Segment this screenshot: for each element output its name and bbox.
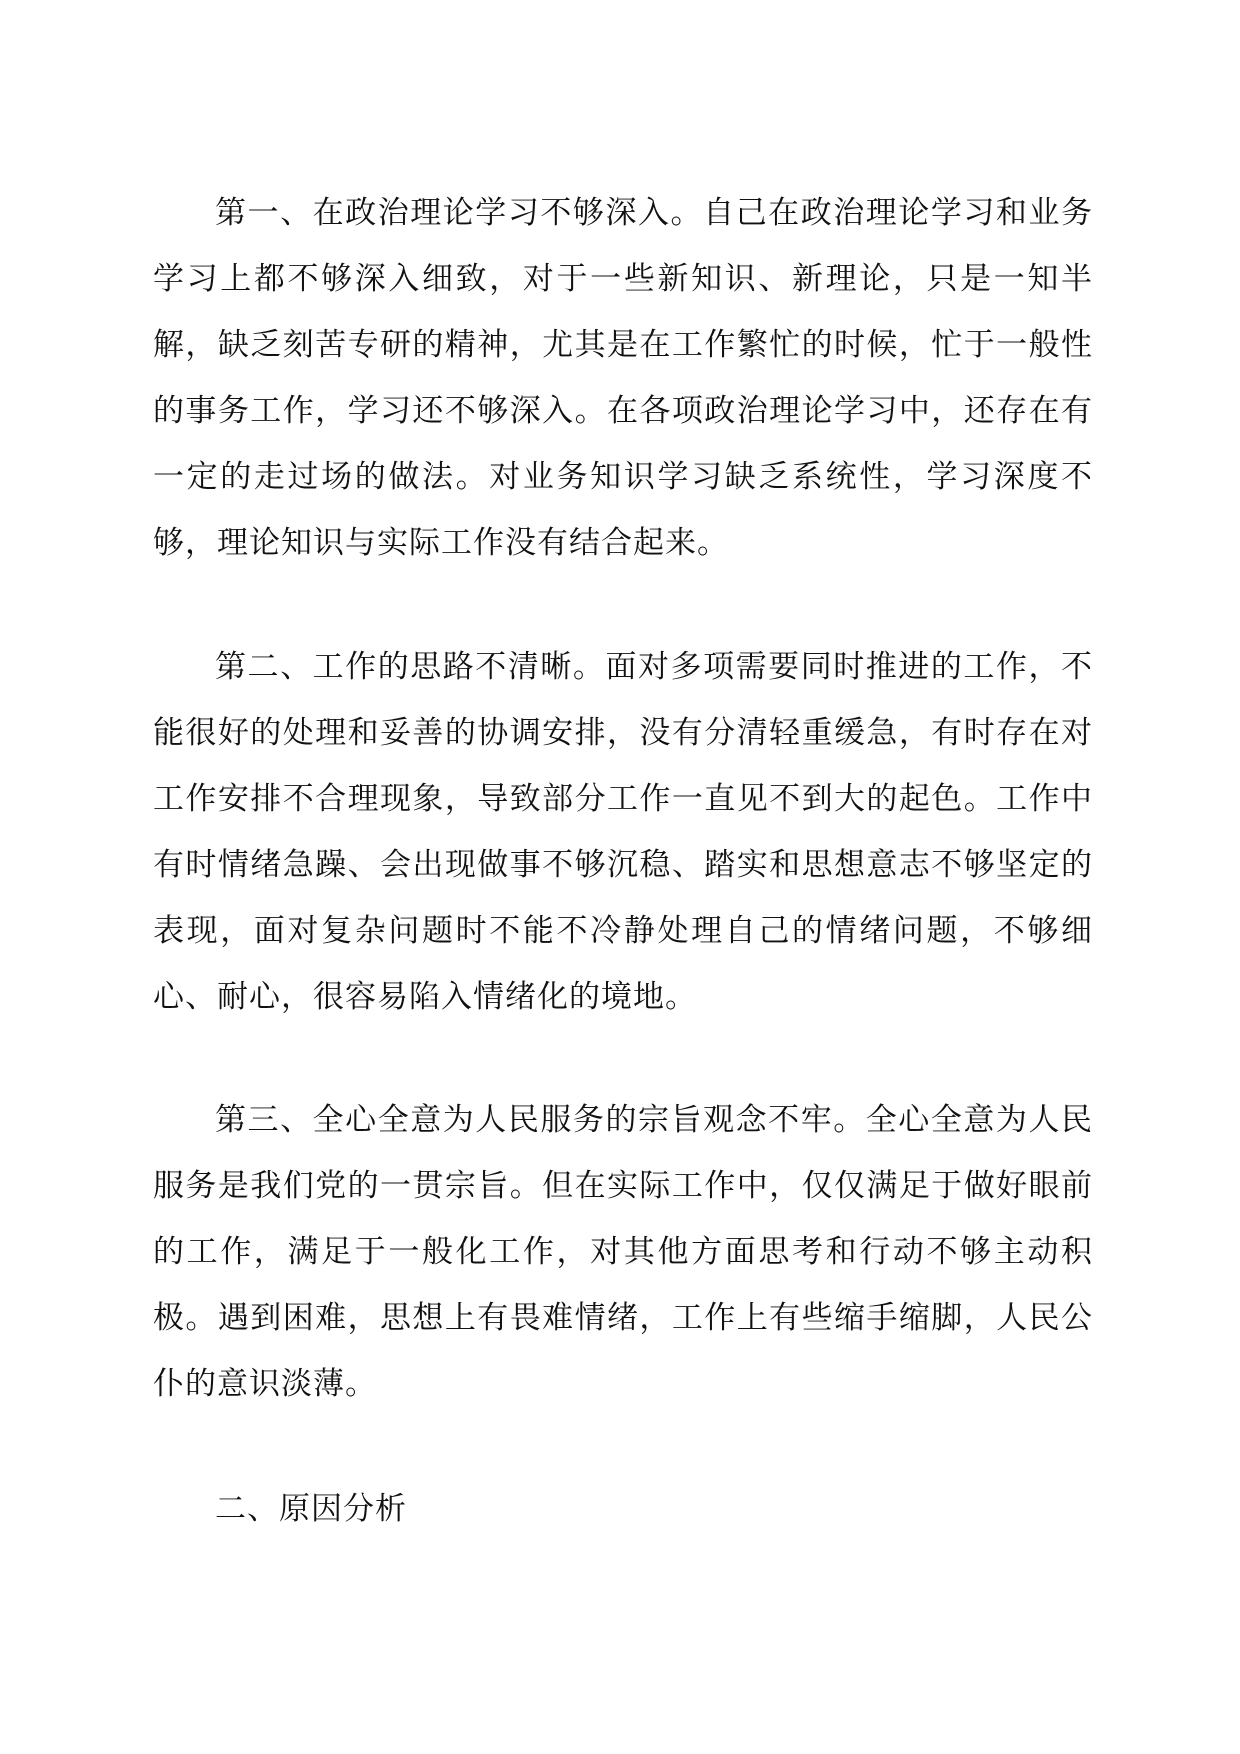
section-heading [153,1476,1093,1542]
paragraph-work-approach [153,634,1093,1030]
section-heading-text: 二、原因分析 [215,1491,407,1527]
paragraph-service-concept [153,1087,1093,1417]
paragraph-text: 第三、全心全意为人民服务的宗旨观念不牢。全心全意为人民服务是我们党的一贯宗旨。但在实际工作中，仅仅满足于做好眼前的工作，满足于一般化工作，对其他方面思考和行动不够主动积极。遇到困难，思想上有畏难情绪，工作上有些缩手缩脚，人民公仆的意识淡薄。 [153,1102,1093,1402]
paragraph-political-study [153,180,1093,576]
paragraph-text: 第一、在政治理论学习不够深入。自己在政治理论学习和业务学习上都不够深入细致，对于一些新知识、新理论，只是一知半解，缺乏刻苦专研的精神，尤其是在工作繁忙的时候，忙于一般性的事务工作，学习还不够深入。在各项政治理论学习中，还存在有一定的走过场的做法。对业务知识学习缺乏系统性，学习深度不够，理论知识与实际工作没有结合起来。 [153,195,1093,561]
paragraph-text: 第二、工作的思路不清晰。面对多项需要同时推进的工作，不能很好的处理和妥善的协调安排，没有分清轻重缓急，有时存在对工作安排不合理现象，导致部分工作一直见不到大的起色。工作中有时情绪急躁、会出现做事不够沉稳、踏实和思想意志不够坚定的表现，面对复杂问题时不能不冷静处理自己的情绪问题，不够细心、耐心，很容易陷入情绪化的境地。 [153,649,1093,1015]
